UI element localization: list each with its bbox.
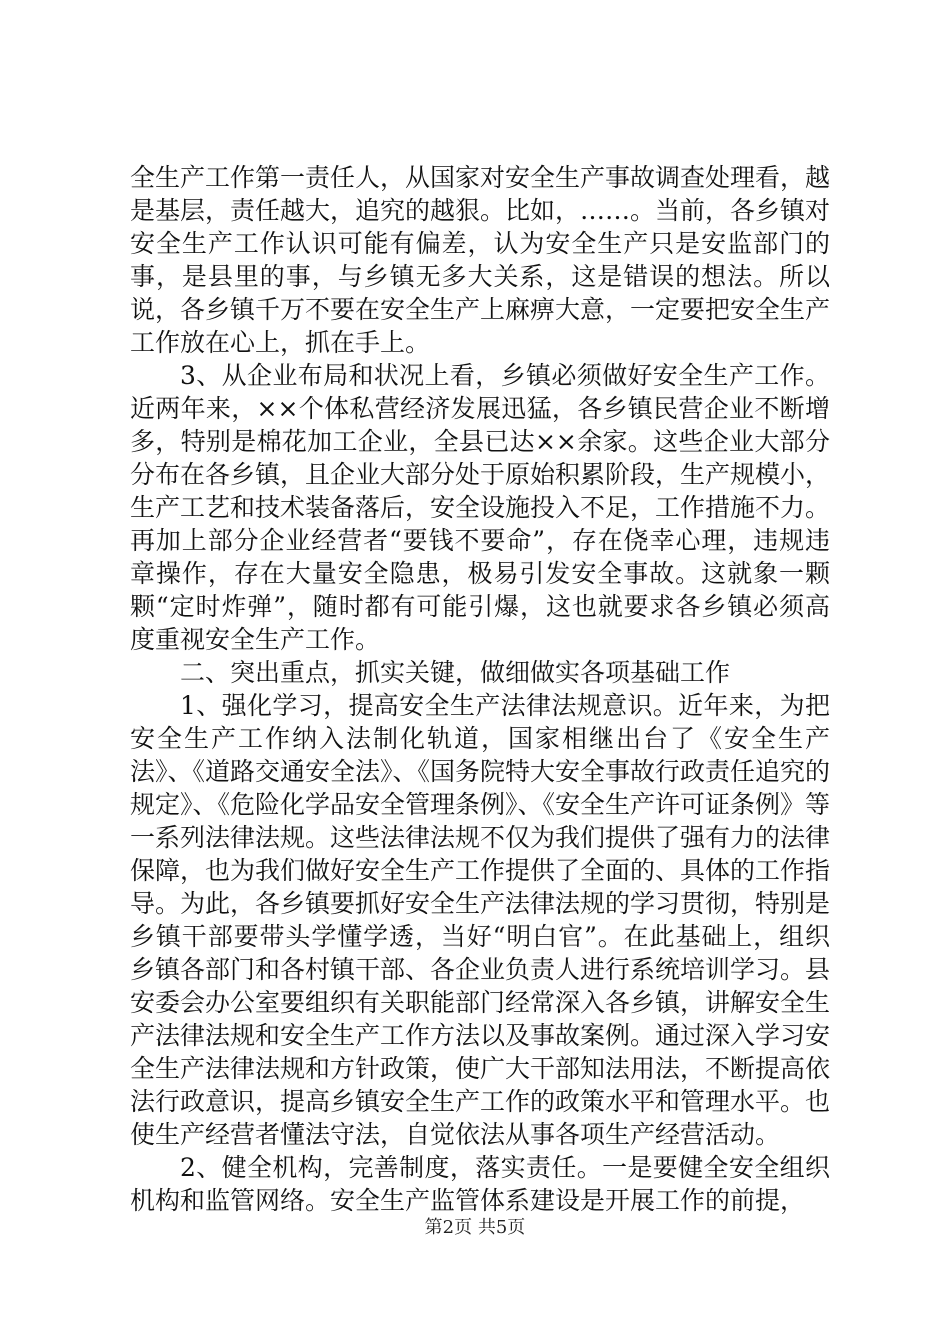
paragraph-strengthen-learning: 1、强化学习，提高安全生产法律法规意识。近年来，为把安全生产工作纳入法制化轨道，国家相继出台了《安全生产法》、《道路交通安全法》、《国务院特大安全事故行政责任追究的规定》、《危险化学品安全管理条例》、《安全生产许可证条例》等一系列法律法规。这些法律法规不仅为我们提供了强有力的法律保障，也为我们做好安全生产工作提供了全面的、具体的工作指导。为此，各乡镇要抓好安全生产法律法规的学习贯彻，特别是乡镇干部要带头学懂学透，当好“明白官”。在此基础上，组织乡镇各部门和各村镇干部、各企业负责人进行系统培训学习。县安委会办公室要组织有关职能部门经常深入各乡镇，讲解安全生产法律法规和安全生产工作方法以及事故案例。通过深入学习安全生产法律法规和方针政策，使广大干部知法用法，不断提高依法行政意识，提高乡镇安全生产工作的政策水平和管理水平。也使生产经营者懂法守法，自觉依法从事各项生产经营活动。 bbox=[130, 691, 831, 1149]
body-text bbox=[130, 161, 830, 1217]
page-number-footer: 第2页 共5页 bbox=[424, 1217, 526, 1238]
paragraph-continuation: 全生产工作第一责任人，从国家对安全生产事故调查处理看，越是基层，责任越大，追究的越狠。比如，……。当前，各乡镇对安全生产工作认识可能有偏差，认为安全生产只是安监部门的事，是县里的事，与乡镇无多大关系，这是错误的想法。所以说，各乡镇千万不要在安全生产上麻痹大意，一定要把安全生产工作放在心上，抓在手上。 bbox=[130, 163, 831, 357]
paragraph-enterprise-layout: 3、从企业布局和状况上看，乡镇必须做好安全生产工作。近两年来，××个体私营经济发展迅猛，各乡镇民营企业不断增多，特别是棉花加工企业，全县已达××余家。这些企业大部分分布在各乡镇，且企业大部分处于原始积累阶段，生产规模小，生产工艺和技术装备落后，安全设施投入不足，工作措施不力。再加上部分企业经营者“要钱不要命”，存在侥幸心理，违规违章操作，存在大量安全隐患，极易引发安全事故。这就象一颗颗“定时炸弹”，随时都有可能引爆，这也就要求各乡镇必须高度重视安全生产工作。 bbox=[130, 361, 831, 654]
paragraph-improve-institutions: 2、健全机构，完善制度，落实责任。一是要健全安全组织机构和监管网络。安全生产监管体系建设是开展工作的前提， bbox=[130, 1153, 830, 1215]
section-heading-2: 二、突出重点，抓实关键，做细做实各项基础工作 bbox=[180, 658, 731, 687]
